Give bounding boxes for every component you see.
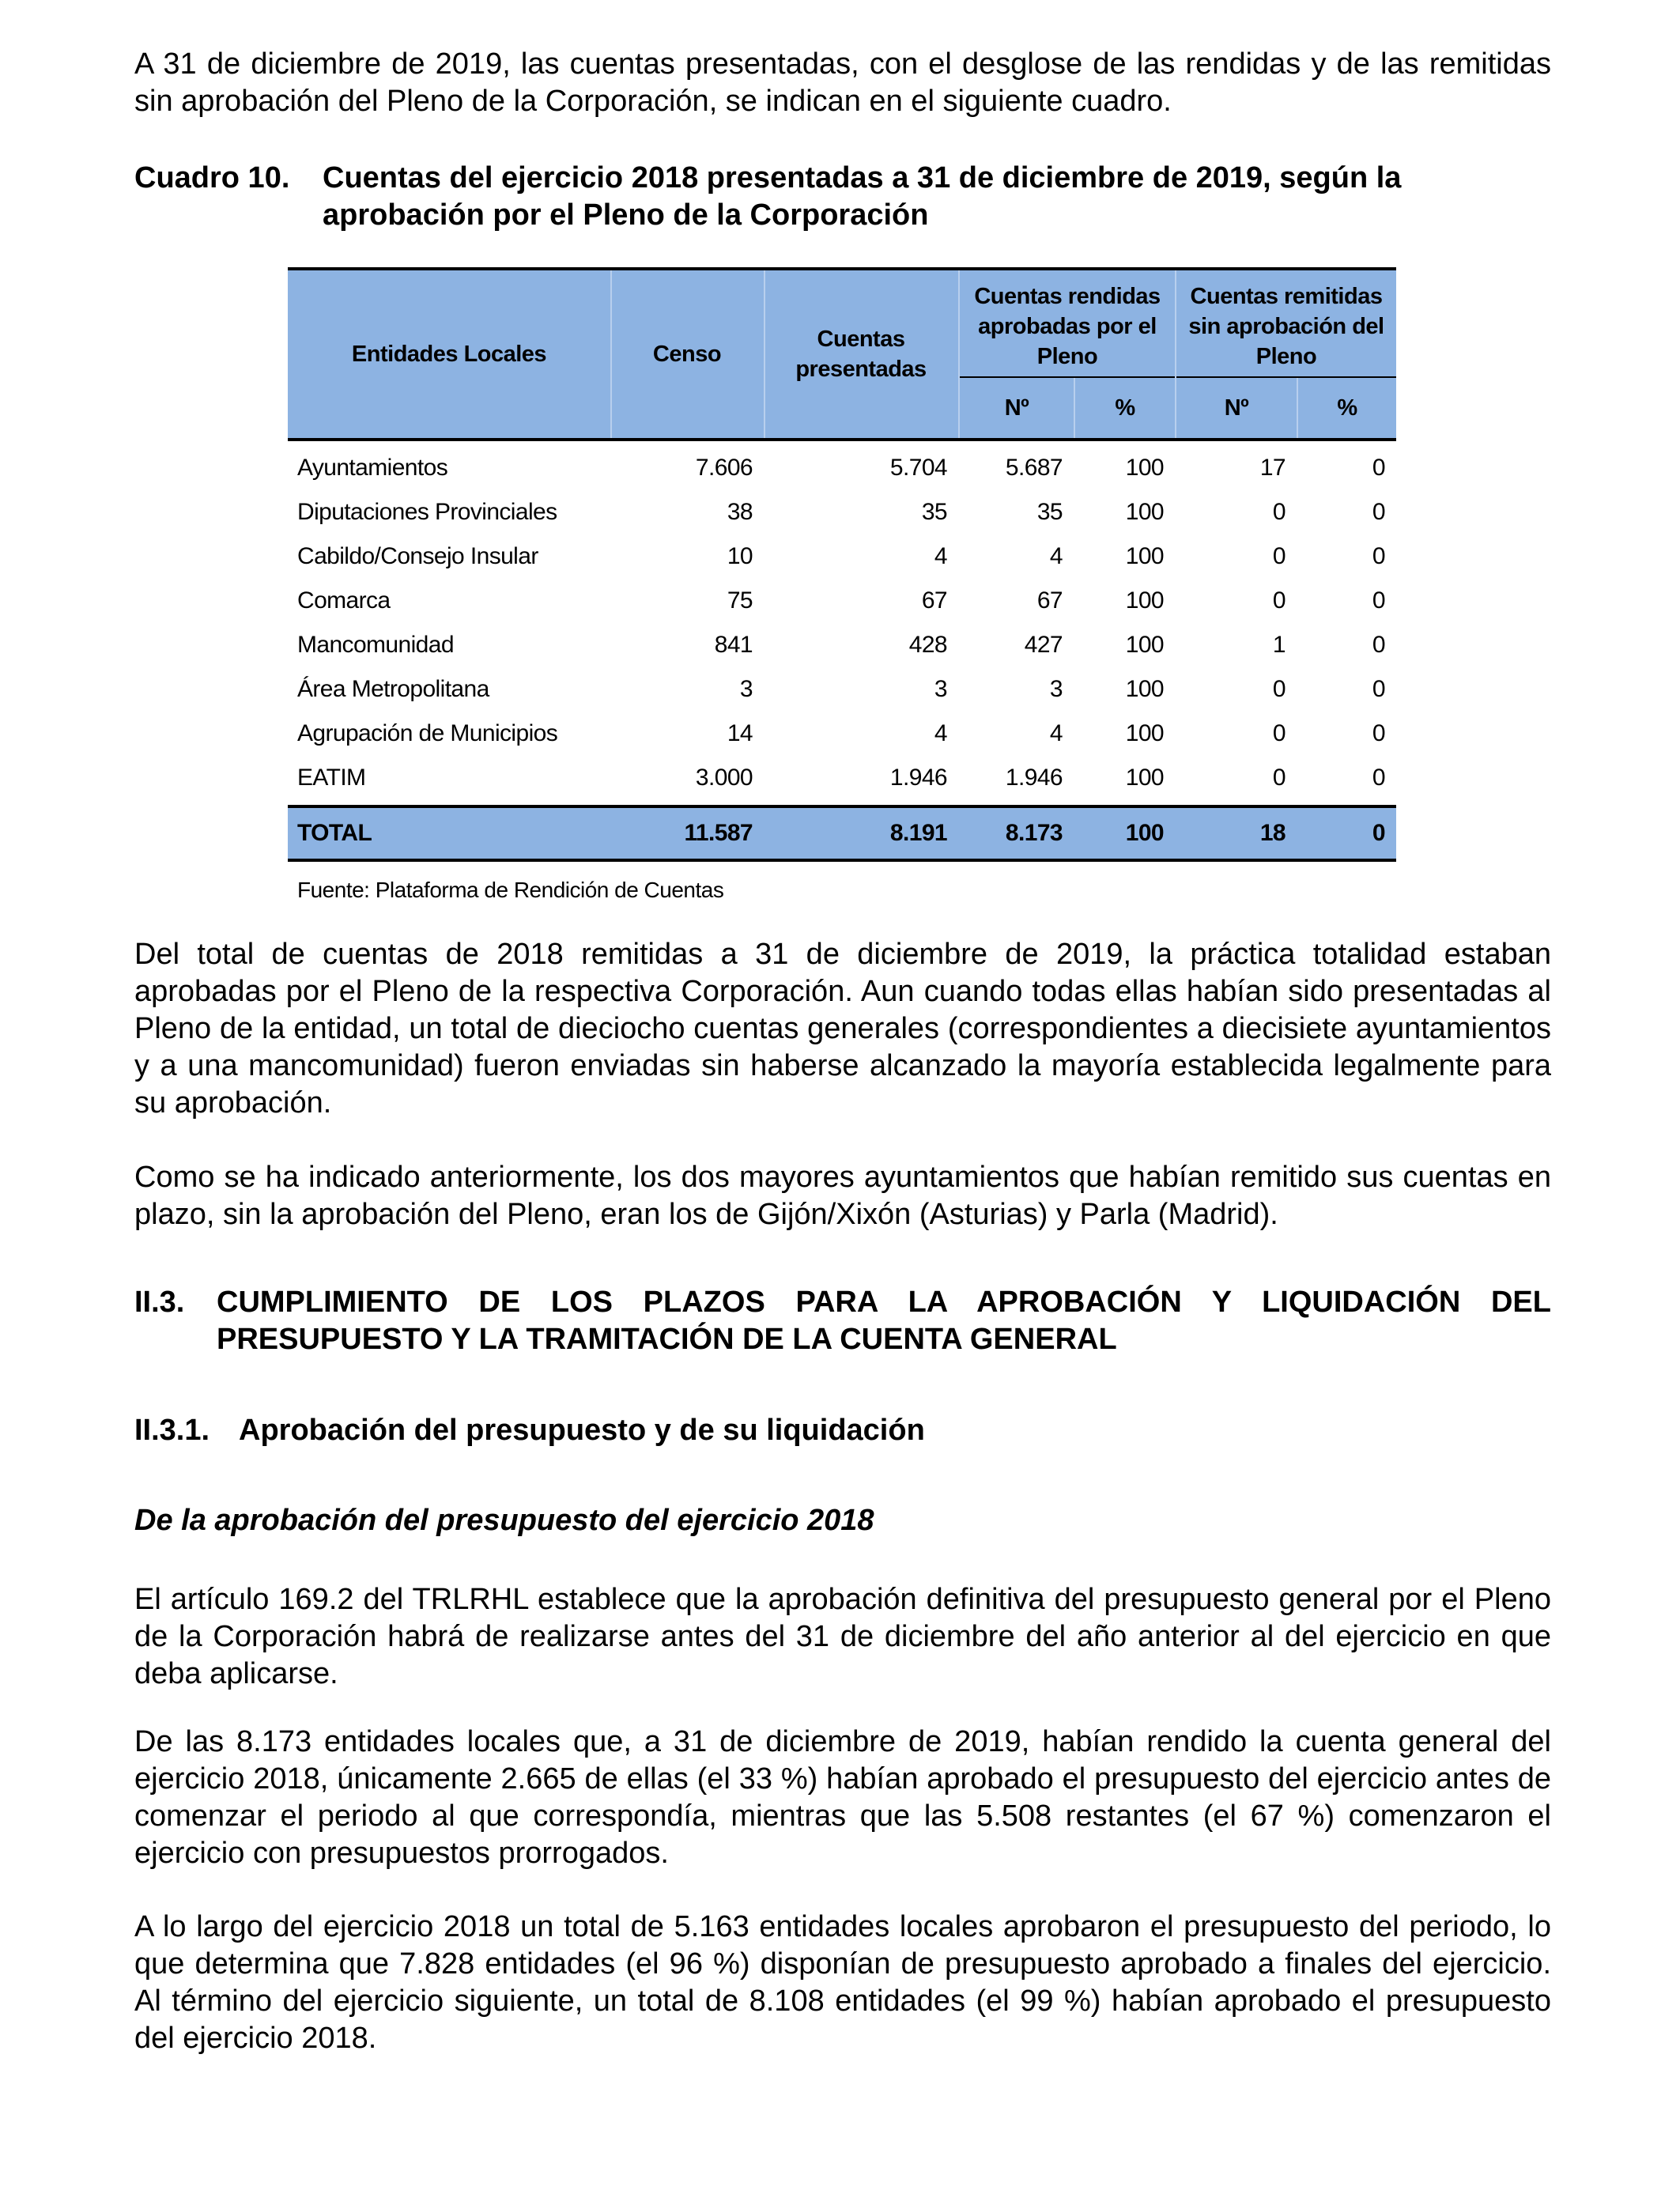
header-presentadas: Cuentas presentadas xyxy=(795,327,927,382)
table-row xyxy=(288,756,1396,800)
cell-rendidas-pct: 100 xyxy=(1125,587,1164,614)
cell-censo: 3.000 xyxy=(695,765,753,791)
caption-text: Cuentas del ejercicio 2018 presentadas a 31 de diciembre de 2019, según la aprobación por el Pleno de la Corporación xyxy=(323,161,1402,232)
cell-rendidas-n: 4 xyxy=(1049,543,1063,569)
cell-entity: Área Metropolitana xyxy=(297,676,489,702)
table-row xyxy=(288,667,1396,712)
cell-entity: Mancomunidad xyxy=(297,632,454,658)
subsection-heading xyxy=(134,1412,1551,1449)
cell-censo: 10 xyxy=(727,543,753,569)
cell-rendidas-n: 3 xyxy=(1049,676,1063,702)
paragraph: Del total de cuentas de 2018 remitidas a 31 de diciembre de 2019, la práctica totalidad estaban aprobadas por el Pleno de la respectiva Corporación. Aun cuando todas ellas habían sido presentadas al Pleno de la entidad, un total de dieciocho cuentas generales (correspondientes a diecisiete ayuntamientos y a una mancomunidad) fueron enviadas sin haberse alcanzado la mayoría establecida legalmente para su aprobación. xyxy=(134,938,1551,1120)
cell-remitidas-pct: 0 xyxy=(1372,499,1385,525)
cell-rendidas-pct: 100 xyxy=(1125,676,1164,702)
total-remitidas-n: 18 xyxy=(1259,820,1285,846)
cell-remitidas-pct: 0 xyxy=(1372,632,1385,658)
paragraph: A lo largo del ejercicio 2018 un total de 5.163 entidades locales aprobaron el presupuesto del periodo, lo que determina que 7.828 entidades (el 96 %) disponían de presupuesto aprobado a finales del ejercicio. Al término del ejercicio siguiente, un total de 8.108 entidades (el 99 %) habían aprobado el presupuesto del ejercicio 2018. xyxy=(134,1910,1551,2055)
paragraph: De las 8.173 entidades locales que, a 31 de diciembre de 2019, habían rendido la cuenta general del ejercicio 2018, únicamente 2.665 de ellas (el 33 %) habían aprobado el presupuesto del ejercicio antes de comenzar el periodo al que correspondía, mientras que las 5.508 restantes (el 67 %) comenzaron el ejercicio con presupuestos prorrogados. xyxy=(134,1725,1551,1870)
paragraph: El artículo 169.2 del TRLRHL establece que la aprobación definitiva del presupuesto general por el Pleno de la Corporación habrá de realizarse antes del 31 de diciembre del año anterior al del ejercicio en que deba aplicarse. xyxy=(134,1583,1551,1690)
cell-presentadas: 35 xyxy=(921,499,947,525)
cell-remitidas-pct: 0 xyxy=(1372,455,1385,481)
cell-remitidas-pct: 0 xyxy=(1372,587,1385,614)
total-presentadas: 8.191 xyxy=(889,820,947,846)
total-rendidas-n: 8.173 xyxy=(1005,820,1063,846)
cell-remitidas-pct: 0 xyxy=(1372,765,1385,791)
subsection-title: Aprobación del presupuesto y de su liquidación xyxy=(239,1414,925,1447)
cell-presentadas: 1.946 xyxy=(889,765,947,791)
cell-entity: EATIM xyxy=(297,765,366,791)
section-title: CUMPLIMIENTO DE LOS PLAZOS PARA LA APROBACIÓN Y LIQUIDACIÓN DEL PRESUPUESTO Y LA TRAMITACIÓN DE LA CUENTA GENERAL xyxy=(217,1286,1551,1356)
header-rendidas-pct: % xyxy=(1115,395,1135,421)
intro-paragraph: A 31 de diciembre de 2019, las cuentas presentadas, con el desglose de las rendidas y de las remitidas sin aprobación del Pleno de la Corporación, se indican en el siguiente cuadro. xyxy=(134,47,1551,118)
paragraph-block xyxy=(134,1909,1551,2057)
paragraph-block xyxy=(134,1581,1551,1693)
cell-presentadas: 67 xyxy=(921,587,947,614)
header-entidades: Entidades Locales xyxy=(351,342,547,367)
cell-censo: 14 xyxy=(727,720,753,746)
cell-remitidas-n: 0 xyxy=(1272,765,1285,791)
cell-remitidas-pct: 0 xyxy=(1372,676,1385,702)
cell-censo: 7.606 xyxy=(695,455,753,481)
paragraph-block xyxy=(134,1159,1551,1233)
cell-censo: 75 xyxy=(727,587,753,614)
cell-rendidas-n: 5.687 xyxy=(1005,455,1063,481)
cell-presentadas: 4 xyxy=(934,543,947,569)
accounts-table xyxy=(288,267,1396,903)
cell-remitidas-n: 0 xyxy=(1272,543,1285,569)
table-row xyxy=(288,579,1396,623)
cell-rendidas-pct: 100 xyxy=(1125,720,1164,746)
cell-entity: Agrupación de Municipios xyxy=(297,720,558,746)
cell-entity: Ayuntamientos xyxy=(297,455,448,481)
cell-remitidas-n: 0 xyxy=(1272,720,1285,746)
cell-rendidas-n: 1.946 xyxy=(1005,765,1063,791)
total-censo: 11.587 xyxy=(684,820,753,846)
italic-heading: De la aprobación del presupuesto del ejercicio 2018 xyxy=(134,1504,874,1537)
cell-remitidas-n: 17 xyxy=(1259,455,1285,481)
header-rendidas-n: Nº xyxy=(1004,395,1029,421)
cell-entity: Comarca xyxy=(297,587,391,614)
cell-presentadas: 428 xyxy=(908,632,947,658)
table-source: Fuente: Plataforma de Rendición de Cuentas xyxy=(297,878,724,902)
subsection-number: II.3.1. xyxy=(134,1414,210,1447)
table-body xyxy=(288,441,1396,800)
table-header xyxy=(288,270,1396,438)
header-remitidas-pct: % xyxy=(1337,395,1357,421)
table-row xyxy=(288,712,1396,756)
cell-presentadas: 3 xyxy=(934,676,947,702)
table-row xyxy=(288,490,1396,534)
cell-rendidas-n: 427 xyxy=(1024,632,1063,658)
total-remitidas-pct: 0 xyxy=(1372,820,1385,846)
table-caption xyxy=(134,160,1551,234)
total-rendidas-pct: 100 xyxy=(1125,820,1164,846)
header-rendidas: Cuentas rendidas aprobadas por el Pleno xyxy=(974,284,1161,369)
table-row xyxy=(288,623,1396,667)
paragraph-block xyxy=(134,936,1551,1122)
cell-remitidas-pct: 0 xyxy=(1372,543,1385,569)
header-remitidas-n: Nº xyxy=(1224,395,1249,421)
paragraph-block xyxy=(134,1724,1551,1872)
cell-rendidas-pct: 100 xyxy=(1125,455,1164,481)
header-censo: Censo xyxy=(652,342,722,367)
cell-rendidas-pct: 100 xyxy=(1125,632,1164,658)
cell-rendidas-n: 4 xyxy=(1049,720,1063,746)
table-bottom-rule xyxy=(288,859,1396,862)
cell-entity: Cabildo/Consejo Insular xyxy=(297,543,538,569)
cell-censo: 38 xyxy=(727,499,753,525)
total-label: TOTAL xyxy=(297,820,372,846)
cell-rendidas-n: 35 xyxy=(1036,499,1063,525)
table-total-row xyxy=(288,808,1396,859)
intro-block xyxy=(134,46,1551,120)
cell-remitidas-n: 0 xyxy=(1272,587,1285,614)
cell-rendidas-pct: 100 xyxy=(1125,499,1164,525)
cell-remitidas-n: 0 xyxy=(1272,499,1285,525)
cell-rendidas-pct: 100 xyxy=(1125,765,1164,791)
table-row xyxy=(288,534,1396,579)
caption-number: Cuadro 10. xyxy=(134,161,290,194)
table-row xyxy=(288,446,1396,490)
cell-remitidas-n: 1 xyxy=(1272,632,1285,658)
cell-remitidas-n: 0 xyxy=(1272,676,1285,702)
cell-censo: 3 xyxy=(739,676,753,702)
paragraph: Como se ha indicado anteriormente, los dos mayores ayuntamientos que habían remitido sus cuentas en plazo, sin la aprobación del Pleno, eran los de Gijón/Xixón (Asturias) y Parla (Madrid). xyxy=(134,1161,1551,1231)
cell-presentadas: 5.704 xyxy=(889,455,947,481)
section-heading xyxy=(134,1284,1551,1358)
header-remitidas: Cuentas remitidas sin aprobación del Pleno xyxy=(1188,284,1384,369)
cell-entity: Diputaciones Provinciales xyxy=(297,499,557,525)
cell-rendidas-pct: 100 xyxy=(1125,543,1164,569)
cell-presentadas: 4 xyxy=(934,720,947,746)
section-number: II.3. xyxy=(134,1286,185,1319)
cell-rendidas-n: 67 xyxy=(1036,587,1063,614)
cell-censo: 841 xyxy=(714,632,753,658)
cell-remitidas-pct: 0 xyxy=(1372,720,1385,746)
